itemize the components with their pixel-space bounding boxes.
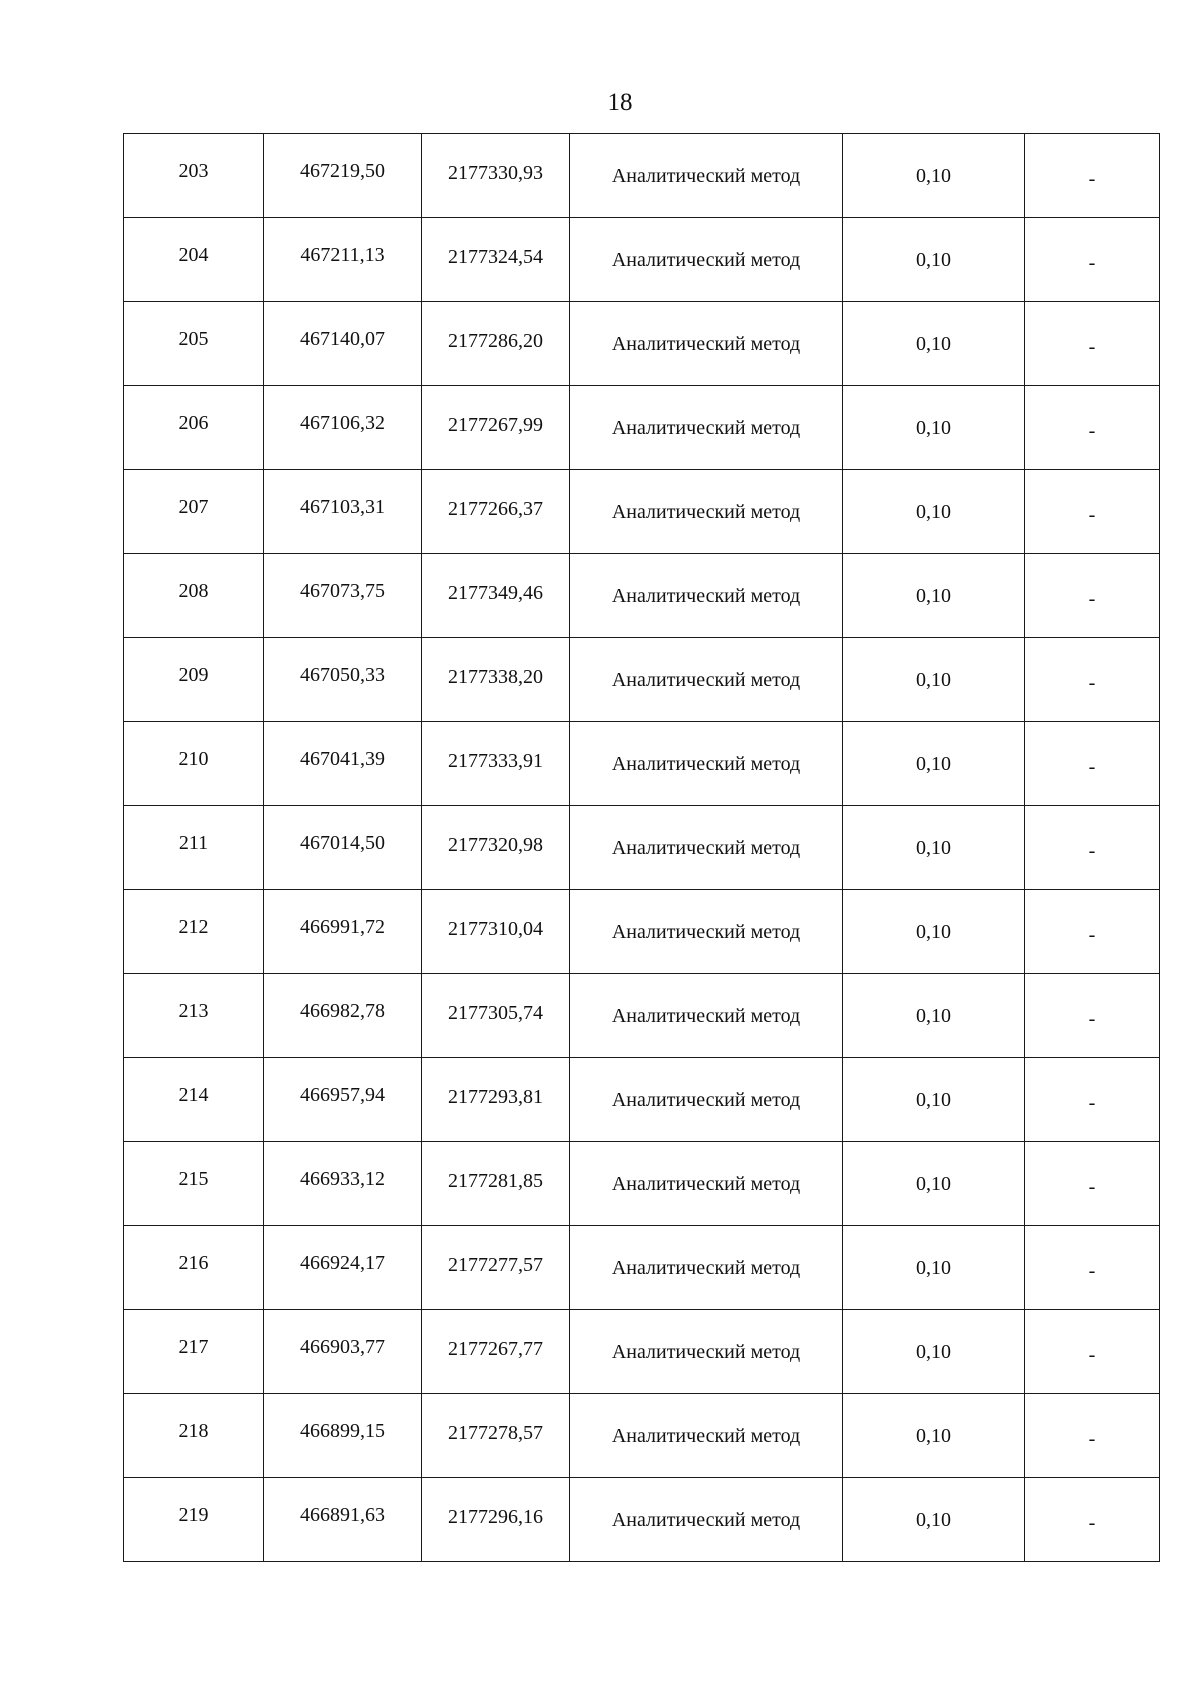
accuracy-cell: 0,10 <box>843 1058 1025 1142</box>
note-cell: - <box>1025 806 1160 890</box>
note-cell: - <box>1025 722 1160 806</box>
table-row <box>124 806 1160 890</box>
coordinate-x-cell: 467103,31 <box>264 470 422 554</box>
method-cell: Аналитический метод <box>570 1394 843 1478</box>
coordinates-table-body <box>124 134 1160 1562</box>
note-cell: - <box>1025 134 1160 218</box>
accuracy-cell: 0,10 <box>843 1226 1025 1310</box>
coordinate-y-cell: 2177333,91 <box>422 722 570 806</box>
coordinate-y-cell: 2177281,85 <box>422 1142 570 1226</box>
coordinate-y-cell: 2177324,54 <box>422 218 570 302</box>
coordinate-y-cell: 2177293,81 <box>422 1058 570 1142</box>
point-number-cell: 219 <box>124 1478 264 1562</box>
coordinate-x-cell: 467050,33 <box>264 638 422 722</box>
table-row <box>124 1478 1160 1562</box>
table-row <box>124 974 1160 1058</box>
accuracy-cell: 0,10 <box>843 386 1025 470</box>
coordinate-x-cell: 466982,78 <box>264 974 422 1058</box>
coordinate-y-cell: 2177286,20 <box>422 302 570 386</box>
note-cell: - <box>1025 1142 1160 1226</box>
table-row <box>124 890 1160 974</box>
point-number-cell: 212 <box>124 890 264 974</box>
note-cell: - <box>1025 1226 1160 1310</box>
method-cell: Аналитический метод <box>570 218 843 302</box>
coordinate-y-cell: 2177330,93 <box>422 134 570 218</box>
method-cell: Аналитический метод <box>570 1478 843 1562</box>
coordinate-x-cell: 466933,12 <box>264 1142 422 1226</box>
method-cell: Аналитический метод <box>570 554 843 638</box>
point-number-cell: 204 <box>124 218 264 302</box>
accuracy-cell: 0,10 <box>843 638 1025 722</box>
table-row <box>124 1226 1160 1310</box>
note-cell: - <box>1025 1310 1160 1394</box>
note-cell: - <box>1025 1478 1160 1562</box>
point-number-cell: 203 <box>124 134 264 218</box>
point-number-cell: 210 <box>124 722 264 806</box>
accuracy-cell: 0,10 <box>843 1394 1025 1478</box>
point-number-cell: 209 <box>124 638 264 722</box>
point-number-cell: 216 <box>124 1226 264 1310</box>
accuracy-cell: 0,10 <box>843 1310 1025 1394</box>
note-cell: - <box>1025 1394 1160 1478</box>
accuracy-cell: 0,10 <box>843 1142 1025 1226</box>
note-cell: - <box>1025 386 1160 470</box>
method-cell: Аналитический метод <box>570 1142 843 1226</box>
note-cell: - <box>1025 302 1160 386</box>
coordinate-y-cell: 2177267,77 <box>422 1310 570 1394</box>
table-row <box>124 722 1160 806</box>
method-cell: Аналитический метод <box>570 470 843 554</box>
method-cell: Аналитический метод <box>570 890 843 974</box>
coordinate-x-cell: 467014,50 <box>264 806 422 890</box>
accuracy-cell: 0,10 <box>843 974 1025 1058</box>
coordinates-table <box>123 133 1160 1562</box>
table-row <box>124 470 1160 554</box>
method-cell: Аналитический метод <box>570 1226 843 1310</box>
coordinate-y-cell: 2177277,57 <box>422 1226 570 1310</box>
table-row <box>124 386 1160 470</box>
method-cell: Аналитический метод <box>570 134 843 218</box>
coordinate-x-cell: 466924,17 <box>264 1226 422 1310</box>
page-number: 18 <box>607 89 633 116</box>
accuracy-cell: 0,10 <box>843 470 1025 554</box>
method-cell: Аналитический метод <box>570 386 843 470</box>
note-cell: - <box>1025 470 1160 554</box>
accuracy-cell: 0,10 <box>843 554 1025 638</box>
coordinate-x-cell: 466899,15 <box>264 1394 422 1478</box>
note-cell: - <box>1025 974 1160 1058</box>
note-cell: - <box>1025 638 1160 722</box>
method-cell: Аналитический метод <box>570 638 843 722</box>
coordinate-y-cell: 2177267,99 <box>422 386 570 470</box>
coordinate-y-cell: 2177296,16 <box>422 1478 570 1562</box>
method-cell: Аналитический метод <box>570 806 843 890</box>
coordinate-x-cell: 466991,72 <box>264 890 422 974</box>
accuracy-cell: 0,10 <box>843 806 1025 890</box>
table-row <box>124 554 1160 638</box>
point-number-cell: 213 <box>124 974 264 1058</box>
method-cell: Аналитический метод <box>570 1310 843 1394</box>
note-cell: - <box>1025 554 1160 638</box>
coordinate-x-cell: 466891,63 <box>264 1478 422 1562</box>
method-cell: Аналитический метод <box>570 722 843 806</box>
coordinate-x-cell: 467073,75 <box>264 554 422 638</box>
coordinate-y-cell: 2177266,37 <box>422 470 570 554</box>
coordinate-x-cell: 467041,39 <box>264 722 422 806</box>
point-number-cell: 218 <box>124 1394 264 1478</box>
coordinate-x-cell: 466903,77 <box>264 1310 422 1394</box>
note-cell: - <box>1025 218 1160 302</box>
accuracy-cell: 0,10 <box>843 302 1025 386</box>
point-number-cell: 208 <box>124 554 264 638</box>
accuracy-cell: 0,10 <box>843 890 1025 974</box>
coordinate-y-cell: 2177310,04 <box>422 890 570 974</box>
coordinate-y-cell: 2177278,57 <box>422 1394 570 1478</box>
table-row <box>124 1142 1160 1226</box>
table-row <box>124 638 1160 722</box>
coordinate-y-cell: 2177338,20 <box>422 638 570 722</box>
point-number-cell: 206 <box>124 386 264 470</box>
point-number-cell: 205 <box>124 302 264 386</box>
accuracy-cell: 0,10 <box>843 134 1025 218</box>
coordinate-x-cell: 467140,07 <box>264 302 422 386</box>
note-cell: - <box>1025 890 1160 974</box>
method-cell: Аналитический метод <box>570 1058 843 1142</box>
coordinate-y-cell: 2177320,98 <box>422 806 570 890</box>
accuracy-cell: 0,10 <box>843 1478 1025 1562</box>
note-cell: - <box>1025 1058 1160 1142</box>
coordinate-y-cell: 2177349,46 <box>422 554 570 638</box>
accuracy-cell: 0,10 <box>843 722 1025 806</box>
table-row <box>124 134 1160 218</box>
point-number-cell: 207 <box>124 470 264 554</box>
coordinate-x-cell: 467219,50 <box>264 134 422 218</box>
point-number-cell: 217 <box>124 1310 264 1394</box>
coordinate-x-cell: 467106,32 <box>264 386 422 470</box>
table-row <box>124 218 1160 302</box>
coordinate-x-cell: 466957,94 <box>264 1058 422 1142</box>
coordinate-y-cell: 2177305,74 <box>422 974 570 1058</box>
method-cell: Аналитический метод <box>570 302 843 386</box>
accuracy-cell: 0,10 <box>843 218 1025 302</box>
table-row <box>124 1394 1160 1478</box>
point-number-cell: 211 <box>124 806 264 890</box>
method-cell: Аналитический метод <box>570 974 843 1058</box>
point-number-cell: 214 <box>124 1058 264 1142</box>
table-row <box>124 1058 1160 1142</box>
table-row <box>124 302 1160 386</box>
table-row <box>124 1310 1160 1394</box>
coordinate-x-cell: 467211,13 <box>264 218 422 302</box>
point-number-cell: 215 <box>124 1142 264 1226</box>
